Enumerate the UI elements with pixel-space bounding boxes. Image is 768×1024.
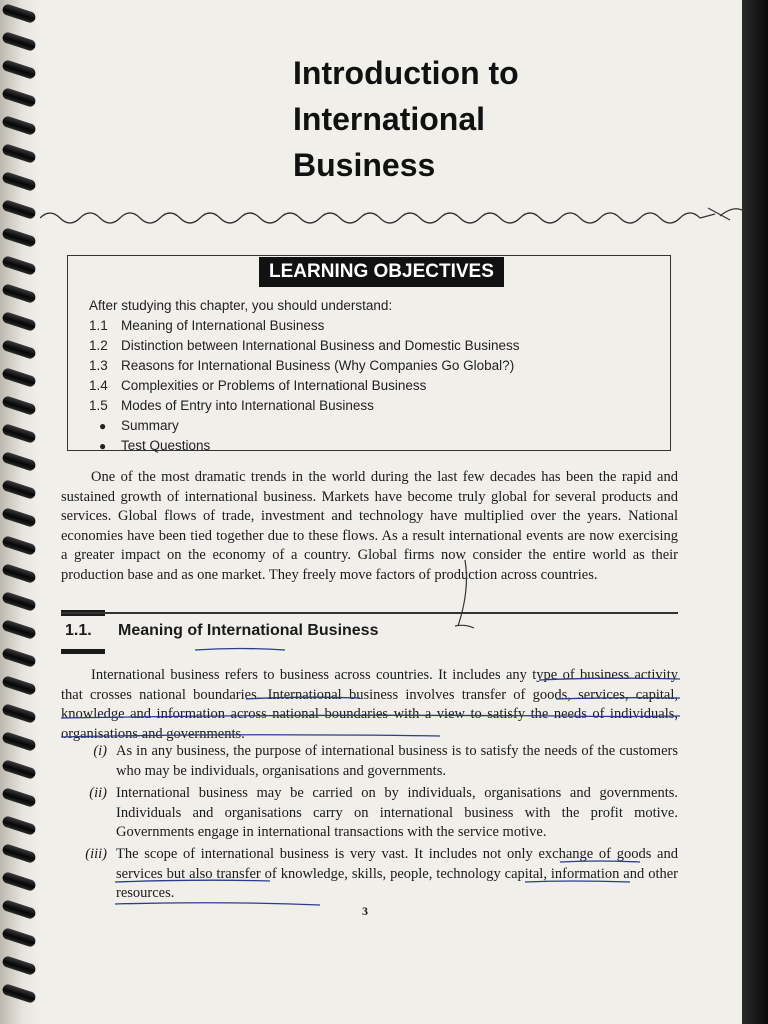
point-marker: (i)	[93, 743, 107, 759]
ink-underline	[560, 861, 640, 862]
ink-underline	[61, 715, 680, 718]
point-text: The scope of international business is very vast. It includes not only exchange of goods and services but also transfer of knowledge, skills, people, technology capital, information and other resources.	[116, 846, 678, 901]
section-number: 1.1.	[65, 622, 92, 639]
objective-text: Modes of Entry into International Business	[121, 398, 374, 413]
point-marker: (iii)	[85, 846, 107, 862]
bullet-icon: ●	[99, 439, 107, 453]
pen-stroke	[455, 625, 474, 628]
definition-paragraph: International business refers to business across countries. It includes any type of business activity that crosses national boundaries. International business involves transfer of goods, services, capital, knowledge and information across national boundaries with a view to satisfy the needs of individuals, organisations and governments.	[61, 667, 678, 742]
point-text: International business may be carried on by individuals, organisations and governments. Individuals and organisations carry on international business with the profit motive. Governments engage in international transactions with the service motive.	[116, 785, 678, 840]
ink-underline	[115, 903, 320, 905]
ink-underline	[525, 881, 630, 882]
learning-objectives-intro: After studying this chapter, you should understand:	[89, 298, 393, 313]
ink-underline	[195, 649, 285, 651]
objective-number: 1.1	[89, 318, 108, 333]
objective-text: Complexities or Problems of International Business	[121, 378, 427, 393]
intro-paragraph: One of the most dramatic trends in the world during the last few decades has been the rapid and sustained growth of international business. Markets have become truly global for several products and services. Global flows of trade, investment and technology have multiplied over the years. National economies have been tied together due to these flows. As a result international events are now exercising a greater impact on the economy of a country. Global firms now consider the entire world as their production base and as one market. They freely move factors of production across countries.	[61, 469, 678, 583]
ink-underline	[61, 735, 440, 737]
ink-underline	[540, 678, 680, 680]
objective-number: 1.5	[89, 398, 108, 413]
ink-underline	[246, 697, 360, 699]
page-number: 3	[362, 904, 368, 918]
pen-stroke	[458, 560, 466, 626]
ink-underline	[115, 880, 270, 882]
ink-underline	[556, 698, 680, 699]
point-text: As in any business, the purpose of international business is to satisfy the needs of the customers who may be individuals, organisations and governments.	[116, 743, 678, 779]
objective-text: Reasons for International Business (Why Companies Go Global?)	[121, 358, 515, 373]
point-marker: (ii)	[89, 785, 107, 801]
objective-text: Distinction between International Business and Domestic Business	[121, 338, 520, 353]
objective-text: Meaning of International Business	[121, 318, 325, 333]
objective-number: 1.2	[89, 338, 108, 353]
section-title: Meaning of International Business	[118, 622, 379, 639]
chapter-title-line: Business	[293, 147, 436, 183]
chapter-title-line: International	[293, 101, 486, 137]
objective-text: Summary	[121, 418, 179, 433]
objective-text: Test Questions	[121, 438, 211, 453]
objective-number: 1.3	[89, 358, 108, 373]
learning-objectives-heading: LEARNING OBJECTIVES	[259, 257, 504, 287]
objective-number: 1.4	[89, 378, 108, 393]
chapter-title-line: Introduction to	[293, 55, 519, 91]
bullet-icon: ●	[99, 419, 107, 433]
